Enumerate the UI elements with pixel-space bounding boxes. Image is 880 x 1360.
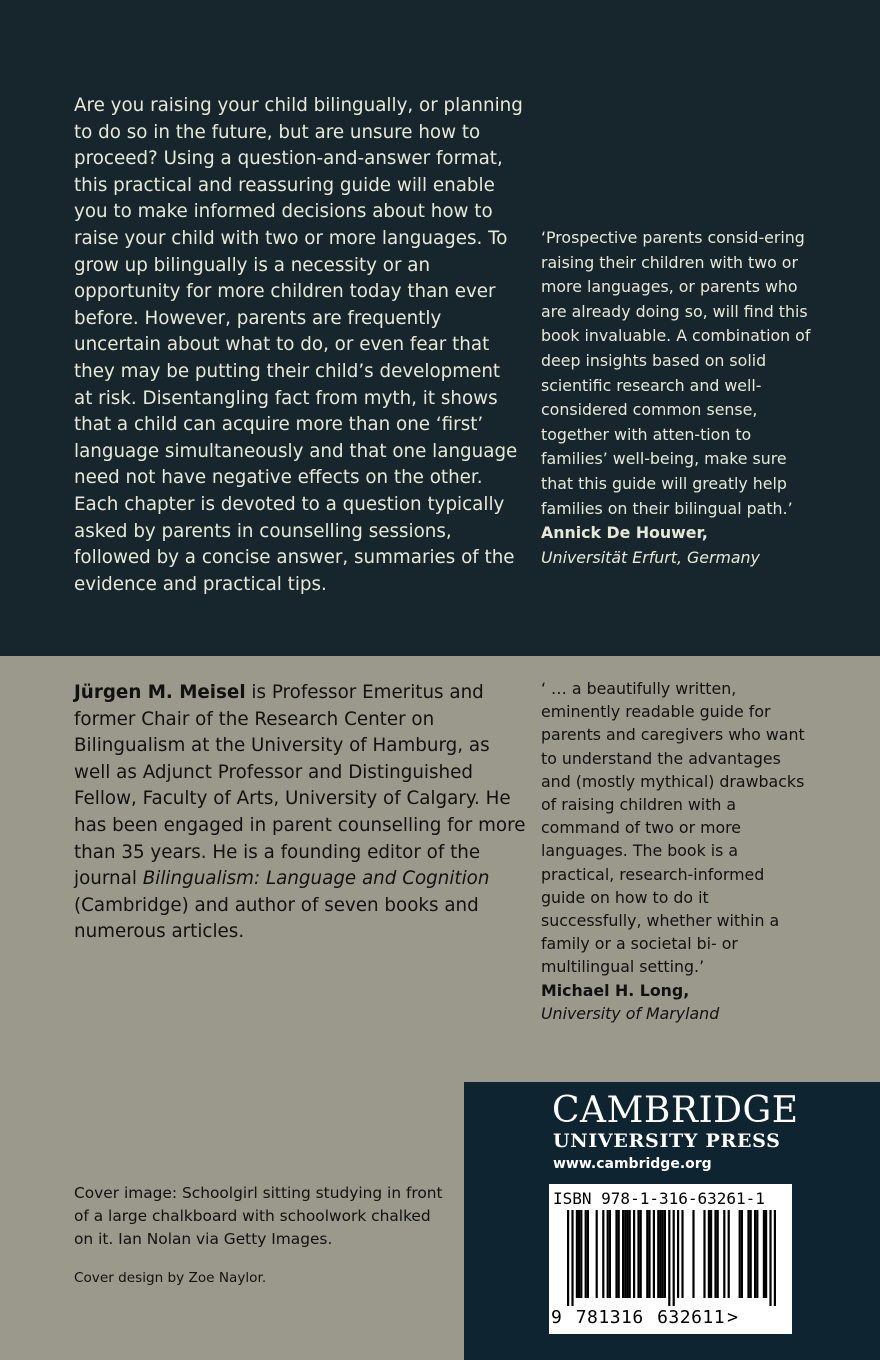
barcode-bar <box>662 1210 664 1298</box>
barcode-digits <box>549 1307 792 1328</box>
barcode-bar <box>728 1210 730 1298</box>
barcode-bar <box>567 1210 569 1306</box>
barcode-bar <box>609 1210 611 1298</box>
barcode-bar <box>769 1210 771 1306</box>
barcode-bar <box>596 1210 598 1298</box>
endorsement-attribution <box>541 979 811 1025</box>
cover-image-credit: Cover image: Schoolgirl sitting studying in front of a large chalkboard with schoolwork chalked on it. Ian Nolan via Getty Images. <box>74 1184 443 1248</box>
barcode-bar <box>637 1210 639 1298</box>
bio-text-2: (Cambridge) and author of seven books and numerous articles. <box>74 894 479 943</box>
barcode-digit-lead: 9 <box>551 1307 563 1328</box>
top-panel <box>0 0 880 656</box>
endorsement-affiliation: University of Maryland <box>541 1003 720 1023</box>
barcode-bar <box>602 1210 604 1298</box>
barcode-bar <box>756 1210 758 1298</box>
barcode-bar <box>615 1210 617 1298</box>
barcode-bar <box>741 1210 743 1298</box>
barcode-bar <box>624 1210 626 1298</box>
endorsement-affiliation: Universität Erfurt, Germany <box>541 547 760 567</box>
endorsement-author: Michael H. Long, <box>541 980 690 1000</box>
endorsement-de-houwer <box>541 226 811 570</box>
bio-text-1: is Professor Emeritus and former Chair of the Research Center on Bilingualism at the University of Hamburg, as well as Adjunct Professor and Distinguished Fellow, Faculty of Arts, University of Calgary. He has been engaged in parent counselling for more than 35 years. He is a founding editor of the journal <box>74 682 526 890</box>
barcode-bar <box>580 1210 582 1298</box>
endorsement-attribution <box>541 521 811 570</box>
barcode-bar <box>747 1210 749 1298</box>
barcode-bar <box>668 1210 670 1306</box>
barcode-bar <box>618 1210 620 1298</box>
barcode-bar <box>765 1210 767 1298</box>
barcode-bar <box>703 1210 705 1298</box>
barcode-bar <box>710 1210 712 1298</box>
endorsement-text: ‘ … a beautifully written, eminently readable guide for parents and caregivers who want to understand the advantages and (mostly mythical) drawbacks of raising children with a command of two or more languages. The book is a practical, research-informed guide on how to do it successfully, whether within a family or a societal bi- or multilingual setting.’ <box>541 679 805 977</box>
barcode-bar <box>714 1210 716 1298</box>
barcode-bar <box>626 1210 628 1298</box>
barcode-bar <box>571 1210 573 1306</box>
publisher-subname: UNIVERSITY PRESS <box>553 1130 781 1152</box>
barcode-bar <box>622 1210 624 1298</box>
barcode-bar <box>717 1210 719 1298</box>
barcode-bar <box>646 1210 648 1298</box>
barcode-bar <box>677 1210 679 1298</box>
barcode-bar <box>723 1210 725 1298</box>
barcode-bar <box>763 1210 765 1298</box>
cover-design-credit: Cover design by Zoe Naylor. <box>74 1270 267 1286</box>
author-name: Jürgen M. Meisel <box>74 682 246 703</box>
isbn-label: ISBN 978-1-316-63261-1 <box>553 1189 765 1208</box>
barcode-bar <box>587 1210 589 1298</box>
barcode-digits-right: 632611 <box>657 1307 726 1328</box>
endorsement-long <box>541 677 811 1025</box>
barcode-bar <box>739 1210 741 1298</box>
barcode-bar <box>648 1210 650 1298</box>
publisher-url: www.cambridge.org <box>553 1156 712 1172</box>
barcode-bar <box>657 1210 659 1298</box>
publisher-block <box>464 1082 880 1360</box>
barcode-bar <box>585 1210 587 1298</box>
barcode-box <box>549 1184 792 1334</box>
endorsement-author: Annick De Houwer, <box>541 523 708 543</box>
barcode-bar <box>681 1210 683 1298</box>
barcode-bar <box>576 1210 578 1298</box>
barcode-bar <box>664 1210 666 1298</box>
barcode-bar <box>607 1210 609 1298</box>
author-bio <box>74 680 529 946</box>
barcode-bar <box>692 1210 694 1298</box>
barcode-digits-left: 781316 <box>575 1307 644 1328</box>
barcode-bar <box>659 1210 661 1298</box>
book-blurb: Are you raising your child bilingually, or planning to do so in the future, but are unsure how to proceed? Using a question-and-answer format, this practical and reassuring guide will enable you to make informed decisions about how to raise your child with two or more languages. To grow up bilingually is a necessity or an opportunity for more children today than ever before. However, parents are frequently uncertain about what to do, or even fear that they may be putting their child’s development at risk. Disentangling fact from myth, it shows that a child can acquire more than one ‘first’ language simultaneously and that one language need not have negative effects on the other. Each chapter is devoted to a question typically asked by parents in counselling sessions, followed by a concise answer, summaries of the evidence and practical tips. <box>74 95 523 595</box>
barcode-bar <box>640 1210 642 1298</box>
journal-title: Bilingualism: Language and Cognition <box>142 868 490 890</box>
barcode-bar <box>633 1210 635 1298</box>
barcode-bar <box>653 1210 655 1298</box>
publisher-name: CAMBRIDGE <box>552 1090 799 1131</box>
barcode-bar <box>774 1210 776 1306</box>
barcode-image <box>555 1210 785 1306</box>
endorsement-text: ‘Prospective parents consid-ering raising their children with two or more languages, or parents who are already doing so, will find this book invaluable. A combination of deep insights based on solid scientific research and well-considered common sense, together with atten-tion to families’ well-being, make sure that this guide will greatly help families on their bilingual path.’ <box>541 228 811 518</box>
barcode-bar <box>673 1210 675 1306</box>
barcode-bar <box>750 1210 752 1298</box>
barcode-bar <box>578 1210 580 1298</box>
barcode-quiet-mark: > <box>727 1307 739 1328</box>
barcode-bar <box>708 1210 710 1298</box>
barcode-bar <box>629 1210 631 1298</box>
barcode-bar <box>754 1210 756 1298</box>
